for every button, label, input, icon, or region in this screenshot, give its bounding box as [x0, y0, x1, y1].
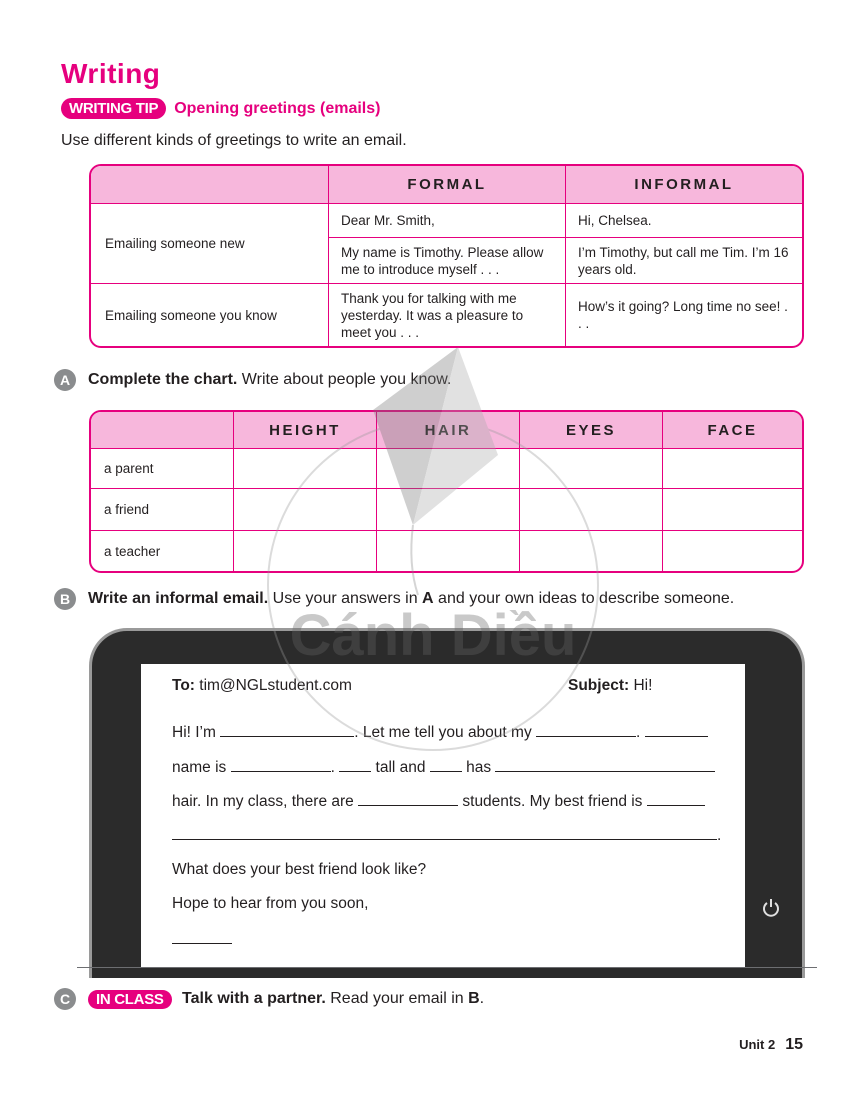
table-cell: I’m Timothy, but call me Tim. I’m 16 years old.: [566, 238, 802, 284]
chart-blank-cell[interactable]: [663, 531, 802, 571]
chart-blank-cell[interactable]: [520, 489, 663, 531]
table-row: [91, 489, 802, 531]
chart-blank-cell[interactable]: [663, 489, 802, 531]
table-cell: Hi, Chelsea.: [566, 204, 802, 238]
email-text: name is: [172, 759, 231, 776]
exercise-c-instruction: [54, 988, 484, 1010]
exercise-a-text: Write about people you know.: [237, 371, 452, 388]
chart-header-eyes: EYES: [520, 412, 663, 449]
fill-blank[interactable]: [172, 826, 717, 840]
exercise-a-instruction: [54, 369, 451, 391]
table-row: [91, 531, 802, 571]
email-line-3: [172, 792, 705, 811]
exercise-c-end: .: [479, 990, 485, 1007]
exercise-c-bold: Talk with a partner.: [177, 990, 326, 1007]
chart-blank-cell[interactable]: [520, 449, 663, 489]
unit-label: Unit 2: [739, 1037, 776, 1052]
row-label-know: Emailing someone you know: [91, 284, 329, 346]
email-line-4: [172, 826, 721, 845]
chart-header-face: FACE: [663, 412, 802, 449]
email-text: .: [636, 724, 645, 741]
divider: [77, 967, 817, 968]
exercise-c-ref: B: [468, 990, 480, 1007]
fill-blank[interactable]: [430, 758, 462, 772]
exercise-b-badge: B: [54, 588, 76, 610]
row-label-new: Emailing someone new: [91, 204, 329, 284]
exercise-a-badge: A: [54, 369, 76, 391]
fill-blank[interactable]: [220, 723, 354, 737]
fill-blank[interactable]: [339, 758, 371, 772]
email-subject-label: Subject:: [568, 677, 630, 694]
email-text: students. My best friend is: [458, 793, 647, 810]
email-to-value: tim@NGLstudent.com: [194, 677, 352, 694]
description-chart: [89, 410, 804, 573]
exercise-c-text: Read your email in: [325, 990, 469, 1007]
table-row: [91, 204, 802, 238]
page-footer: [739, 1036, 803, 1054]
page-number: 15: [785, 1036, 803, 1053]
chart-blank-cell[interactable]: [663, 449, 802, 489]
email-text: tall and: [371, 759, 430, 776]
exercise-b-bold: Write an informal email.: [88, 590, 269, 607]
exercise-a-bold: Complete the chart.: [88, 371, 238, 388]
exercise-b-text-2: and your own ideas to describe someone.: [433, 590, 735, 607]
watermark-text: Cánh Diều: [289, 603, 577, 668]
chart-blank-cell[interactable]: [234, 489, 377, 531]
email-text: Hi! I’m: [172, 724, 221, 741]
fill-blank[interactable]: [172, 930, 232, 944]
email-subject-line: [568, 677, 652, 695]
table-cell: How’s it going? Long time no see! . . .: [578, 299, 788, 331]
email-text: .: [330, 759, 340, 776]
table-header-formal: FORMAL: [329, 166, 566, 204]
writing-tip-title: Opening greetings (emails): [174, 99, 381, 117]
table-cell: Thank you for talking with me yesterday. It was a pleasure to meet you . . .: [329, 284, 566, 346]
in-class-badge: IN CLASS: [88, 990, 172, 1009]
table-row: [91, 449, 802, 489]
chart-header-hair: HAIR: [377, 412, 520, 449]
chart-blank-cell[interactable]: [377, 449, 520, 489]
writing-tip: [61, 98, 380, 119]
chart-row-label-friend: a friend: [91, 489, 234, 531]
table-cell: Dear Mr. Smith,: [329, 204, 566, 238]
email-line-2: [172, 758, 715, 777]
chart-blank-cell[interactable]: [234, 531, 377, 571]
exercise-c-badge: C: [54, 988, 76, 1010]
email-to-line: [172, 677, 352, 695]
email-closing: Hope to hear from you soon,: [172, 895, 369, 912]
fill-blank[interactable]: [231, 758, 331, 772]
table-cell: My name is Timothy. Please allow me to introduce myself . . .: [329, 238, 566, 284]
email-subject-value: Hi!: [629, 677, 653, 694]
fill-blank[interactable]: [645, 723, 708, 737]
chart-blank-cell[interactable]: [234, 449, 377, 489]
chart-header-height: HEIGHT: [234, 412, 377, 449]
chart-blank-cell[interactable]: [377, 489, 520, 531]
fill-blank[interactable]: [647, 792, 705, 806]
email-signature-line: [172, 930, 232, 949]
exercise-b-text-1: Use your answers in: [268, 590, 423, 607]
tablet-screen: [141, 664, 745, 968]
table-header-blank: [91, 166, 329, 204]
email-question: What does your best friend look like?: [172, 861, 427, 878]
table-header-row: [91, 166, 802, 204]
chart-blank-cell[interactable]: [377, 531, 520, 571]
greetings-table: [89, 164, 804, 348]
writing-tip-badge: WRITING TIP: [61, 98, 166, 119]
email-line-1: [172, 723, 708, 742]
fill-blank[interactable]: [536, 723, 636, 737]
chart-header-blank: [91, 412, 234, 449]
chart-blank-cell[interactable]: [520, 531, 663, 571]
email-text: has: [461, 759, 496, 776]
email-text: . Let me tell you about my: [354, 724, 537, 741]
exercise-b-instruction: [54, 588, 734, 610]
table-row: [91, 284, 802, 346]
chart-row-label-teacher: a teacher: [91, 531, 234, 571]
exercise-b-ref: A: [422, 590, 434, 607]
intro-text: Use different kinds of greetings to write an email.: [61, 132, 407, 149]
power-icon[interactable]: [760, 897, 782, 919]
table-header-informal: INFORMAL: [566, 166, 802, 204]
table-header-row: [91, 412, 802, 449]
chart-row-label-parent: a parent: [91, 449, 234, 489]
email-text: hair. In my class, there are: [172, 793, 359, 810]
email-text: .: [717, 827, 722, 844]
fill-blank[interactable]: [495, 758, 715, 772]
fill-blank[interactable]: [358, 792, 458, 806]
section-title: Writing: [61, 58, 161, 89]
email-to-label: To:: [172, 677, 195, 694]
